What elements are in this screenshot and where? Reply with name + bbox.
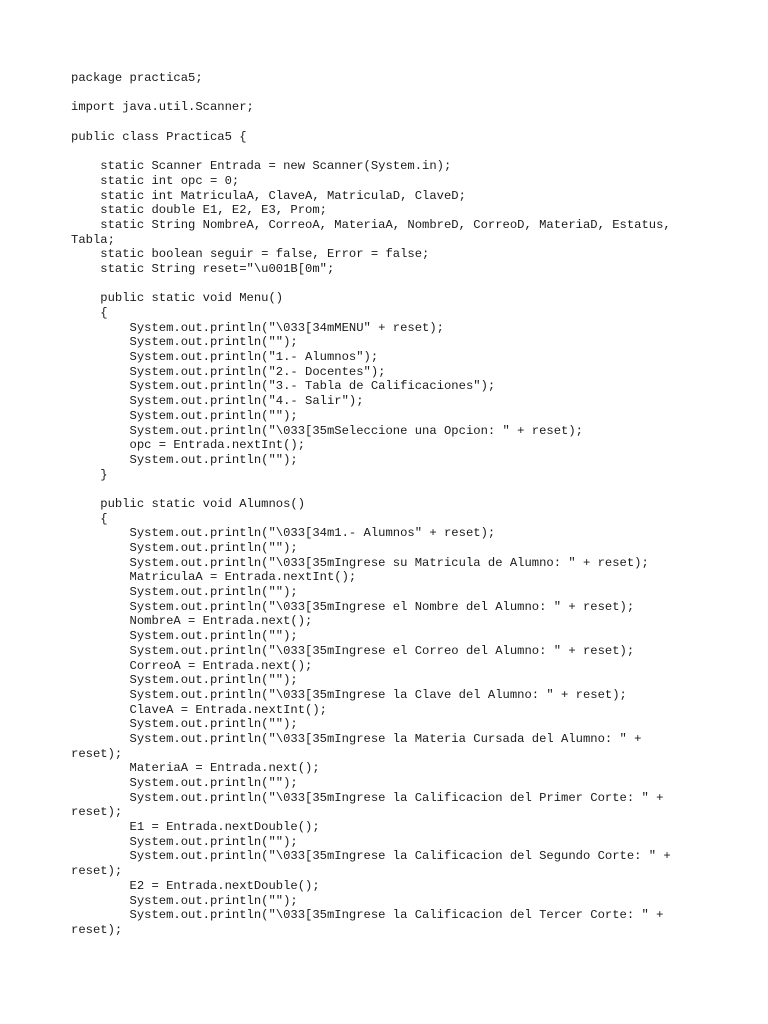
code-line: System.out.println("\033[35mIngrese la Clave del Alumno: " + reset); [71, 687, 627, 702]
code-line: static String reset="\u001B[0m"; [71, 261, 335, 276]
code-line [71, 482, 696, 497]
code-line: package practica5; [71, 71, 203, 85]
code-line: MateriaA = Entrada.next(); [71, 761, 320, 776]
code-line: { [71, 511, 108, 526]
code-line [71, 115, 696, 130]
code-line: E1 = Entrada.nextDouble(); [71, 820, 320, 835]
code-line: System.out.println("4.- Salir"); [71, 394, 364, 409]
code-line: System.out.println("\033[35mIngrese la Calificacion del Segundo Corte: " + [71, 849, 671, 864]
code-line: System.out.println(""); [71, 452, 298, 467]
code-line: System.out.println(""); [71, 408, 298, 423]
code-line: System.out.println(""); [71, 893, 298, 908]
code-line: MatriculaA = Entrada.nextInt(); [71, 570, 357, 585]
code-line: static Scanner Entrada = new Scanner(System.in); [71, 159, 452, 174]
code-line: System.out.println("\033[35mIngrese la Calificacion del Tercer Corte: " + [71, 908, 664, 923]
code-line: System.out.println("\033[35mSeleccione una Opcion: " + reset); [71, 423, 583, 438]
code-line: Tabla; [71, 232, 115, 247]
code-line [71, 86, 696, 101]
code-line: System.out.println(""); [71, 585, 298, 600]
code-line: System.out.println("\033[35mIngrese su Matricula de Alumno: " + reset); [71, 555, 649, 570]
code-line: System.out.println(""); [71, 776, 298, 790]
code-line: { [71, 306, 108, 320]
code-line: static String NombreA, CorreoA, MateriaA, NombreD, CorreoD, MateriaD, Estatus, [71, 217, 671, 232]
code-line: System.out.println(""); [71, 541, 298, 555]
code-document [71, 71, 696, 938]
code-line: CorreoA = Entrada.next(); [71, 658, 313, 673]
code-line: reset); [71, 864, 123, 879]
code-line: static int MatriculaA, ClaveA, MatriculaD, ClaveD; [71, 188, 466, 203]
code-line [71, 144, 696, 159]
code-line: reset); [71, 746, 123, 761]
code-line: System.out.println(""); [71, 335, 298, 350]
code-line: public class Practica5 { [71, 129, 247, 144]
code-line: System.out.println("\033[35mIngrese el Correo del Alumno: " + reset); [71, 643, 635, 658]
code-line: public static void Alumnos() [71, 496, 306, 511]
code-line: System.out.println(""); [71, 629, 298, 644]
code-line: System.out.println("\033[35mIngrese la Materia Cursada del Alumno: " + [71, 731, 642, 746]
code-line: System.out.println(""); [71, 834, 298, 849]
code-line: System.out.println("\033[34mMENU" + reset); [71, 320, 444, 335]
code-line: reset); [71, 922, 123, 937]
code-line: opc = Entrada.nextInt(); [71, 438, 306, 453]
code-line: E2 = Entrada.nextDouble(); [71, 878, 320, 893]
code-line: System.out.println("1.- Alumnos"); [71, 350, 379, 365]
code-line: ClaveA = Entrada.nextInt(); [71, 702, 327, 717]
code-line: System.out.println(""); [71, 717, 298, 732]
code-line: System.out.println(""); [71, 673, 298, 688]
code-line: public static void Menu() [71, 291, 284, 306]
code-line [71, 277, 696, 292]
code-line: reset); [71, 805, 123, 820]
code-line: System.out.println("\033[34m1.- Alumnos" + reset); [71, 526, 496, 541]
code-line: System.out.println("3.- Tabla de Calificaciones"); [71, 379, 496, 394]
code-line: System.out.println("2.- Docentes"); [71, 364, 386, 379]
code-line: } [71, 467, 108, 482]
code-line: System.out.println("\033[35mIngrese la Calificacion del Primer Corte: " + [71, 790, 664, 805]
code-line: NombreA = Entrada.next(); [71, 614, 313, 629]
code-line: static double E1, E2, E3, Prom; [71, 203, 327, 218]
code-line: System.out.println("\033[35mIngrese el Nombre del Alumno: " + reset); [71, 599, 635, 614]
code-line: static boolean seguir = false, Error = false; [71, 247, 430, 262]
code-line: static int opc = 0; [71, 173, 240, 188]
code-line: import java.util.Scanner; [71, 100, 254, 115]
